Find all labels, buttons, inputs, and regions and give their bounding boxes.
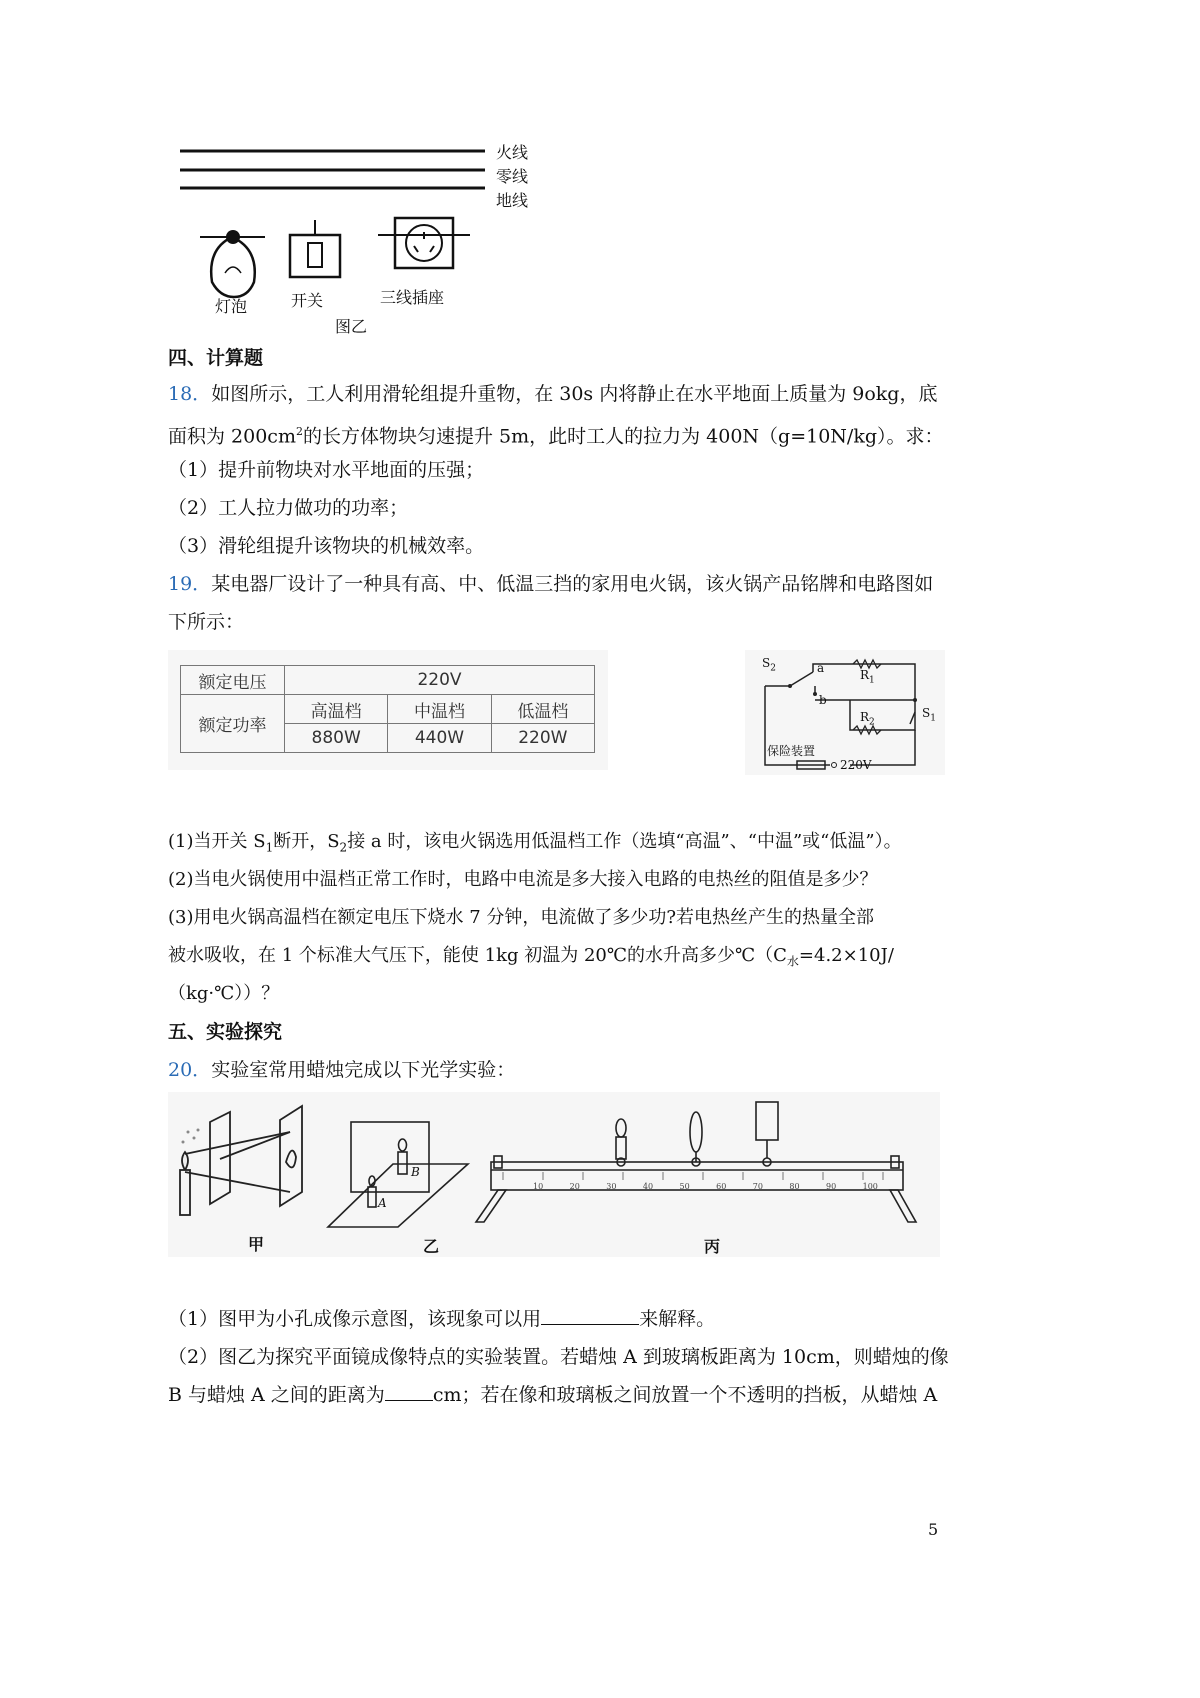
- q18-line1: 18．如图所示，工人利用滑轮组提升重物，在 30s 内将静止在水平地面上质量为 9okg，底: [168, 383, 938, 405]
- socket-icon: [378, 218, 470, 268]
- switch-icon: [290, 220, 340, 277]
- plane-mirror-setup: [328, 1122, 468, 1227]
- optics-figures: [168, 1092, 940, 1257]
- q18-part1: （1）提升前物块对水平地面的压强；: [168, 459, 485, 481]
- q18-part2: （2）工人拉力做功的功率；: [168, 497, 409, 519]
- q19-line1: 19．某电器厂设计了一种具有高、中、低温三挡的家用电火锅，该火锅产品铭牌和电路图如: [168, 573, 934, 595]
- q20-part1: （1）图甲为小孔成像示意图，该现象可以用 来解释。: [168, 1308, 716, 1330]
- circuit-label-s2: $S_2$: [762, 656, 776, 674]
- q18-line2: 面积为 $200cm^2$的长方体物块匀速提升 5m，此时工人的拉力为 400N（g=10N/kg）。求：: [168, 425, 944, 448]
- question-number: 20．: [168, 1059, 212, 1081]
- q20-part2-line2: B 与蜡烛 A 之间的距离为 cm；若在像和玻璃板之间放置一个不透明的挡板，从蜡烛 A: [168, 1384, 938, 1406]
- circuit-label-voltage: 220V: [840, 758, 872, 772]
- rated-voltage-value: 220V: [285, 666, 595, 695]
- section-title-experiment: 五、实验探究: [168, 1021, 283, 1043]
- q18-part3: （3）滑轮组提升该物块的机械效率。: [168, 535, 485, 557]
- mode-medium: 中温档: [388, 695, 491, 724]
- fig-yi-letter-b: B: [411, 1165, 420, 1179]
- circuit-label-r1: $R_1$: [860, 668, 875, 686]
- mode-low: 低温档: [491, 695, 594, 724]
- q19-part1: (1)当开关 $S_1$断开，$S_2$接 a 时，该电火锅选用低温档工作（选填“高温”、“中温”或“低温”）。: [168, 831, 902, 855]
- power-low: 220W: [491, 724, 594, 753]
- q19-part3-line3: （kg·℃））？: [168, 983, 280, 1004]
- answer-blank[interactable]: [541, 1306, 639, 1325]
- power-high: 880W: [285, 724, 388, 753]
- mode-high: 高温档: [285, 695, 388, 724]
- bulb-icon: [200, 230, 265, 297]
- q19-line2: 下所示：: [168, 611, 245, 633]
- circuit-label-s1: $S_1$: [922, 706, 936, 724]
- section-title-calculation: 四、计算题: [168, 347, 264, 369]
- q19-part3-line2: 被水吸收，在 1 个标准大气压下，能使 1kg 初温为 20℃的水升高多少$℃(C_水=4.2\times 10J/$: [168, 945, 894, 969]
- device-label-socket: 三线插座: [380, 288, 445, 307]
- q19-part3-line1: (3)用电火锅高温档在额定电压下烧水 7 分钟，电流做了多少功?若电热丝产生的热量全部: [168, 907, 875, 928]
- rating-table: [180, 665, 595, 753]
- power-medium: 440W: [388, 724, 491, 753]
- fig-yi-letter-a: A: [378, 1196, 387, 1210]
- device-label-switch: 开关: [291, 291, 324, 310]
- answer-blank[interactable]: [385, 1382, 433, 1401]
- fig-label-yi: 乙: [423, 1237, 440, 1256]
- fig-label-jia: 甲: [248, 1235, 265, 1254]
- circuit-label-r2: $R_2$: [860, 710, 875, 728]
- optical-bench: [476, 1102, 916, 1222]
- page-number: 5: [928, 1520, 939, 1539]
- rated-voltage-label: 额定电压: [181, 666, 285, 695]
- pinhole-setup: [180, 1106, 302, 1215]
- question-number: 19．: [168, 573, 212, 595]
- circuit-label-a: a: [817, 661, 825, 675]
- circuit-label-b: b: [819, 693, 827, 707]
- q19-part2: (2)当电火锅使用中温档正常工作时，电路中电流是多大接入电路的电热丝的阻值是多少？: [168, 869, 878, 890]
- wire-label-live: 火线: [496, 143, 529, 162]
- circuit-label-fuse: 保险装置: [767, 744, 816, 758]
- question-number: 18．: [168, 383, 212, 405]
- wire-label-neutral: 零线: [496, 167, 529, 186]
- wire-label-ground: 地线: [496, 191, 529, 210]
- device-label-bulb: 灯泡: [215, 297, 248, 316]
- figure-caption: 图乙: [335, 317, 368, 336]
- ruler-ticks: 10 20 30 40 50 60 70 80 90 100: [533, 1182, 878, 1191]
- q20-intro: 20．实验室常用蜡烛完成以下光学实验：: [168, 1059, 516, 1081]
- fig-label-bing: 丙: [704, 1237, 721, 1256]
- rated-power-label: 额定功率: [181, 695, 285, 753]
- q20-part2-line1: （2）图乙为探究平面镜成像特点的实验装置。若蜡烛 A 到玻璃板距离为 10cm，则蜡烛的像: [168, 1346, 949, 1368]
